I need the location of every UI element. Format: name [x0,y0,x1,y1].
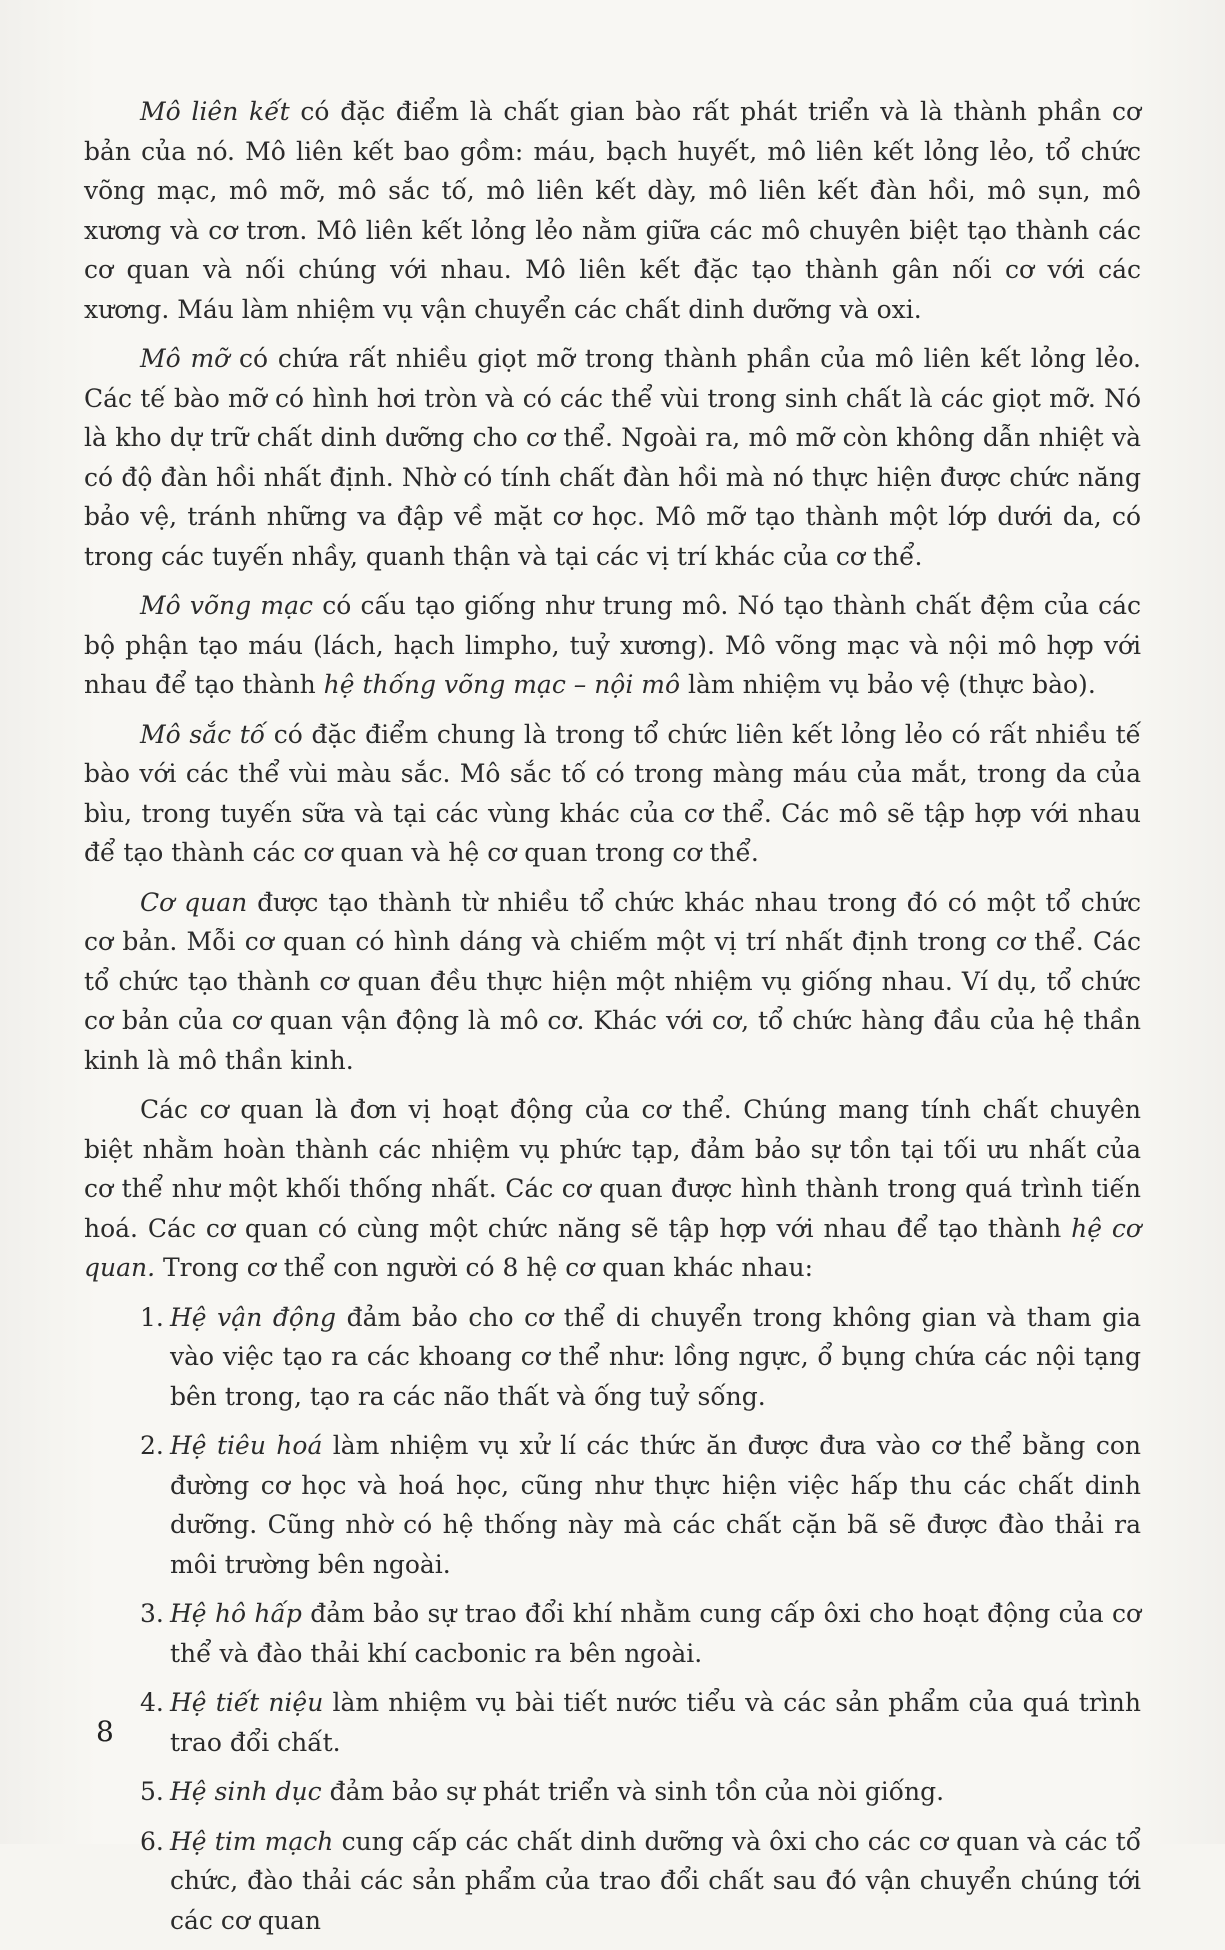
term-organ-system: hệ cơ quan. [84,1213,1141,1282]
paragraph-organ [84,883,1141,1081]
list-item-text: đảm bảo cho cơ thể di chuyển trong không gian và tham gia vào việc tạo ra các khoang cơ thể như: lồng ngực, ổ bụng chứa các nội tạng bên trong, tạo ra các não thất và ống tuỷ sống. [170,1302,1142,1411]
paragraph-text: Trong cơ thể con người có 8 hệ cơ quan khác nhau: [155,1253,813,1282]
paragraph-text: Các cơ quan là đơn vị hoạt động của cơ thể. Chúng mang tính chất chuyên biệt nhằm hoàn thành các nhiệm vụ phức tạp, đảm bảo sự tồn tại tối ưu nhất của cơ thể như một khối thống nhất. Các cơ quan được hình thành trong quá trình tiến hoá. Các cơ quan có cùng một chức năng sẽ tập hợp với nhau để tạo thành [84,1095,1141,1243]
paragraph-text: có cấu tạo giống như trung mô. Nó tạo thành chất đệm của các bộ phận tạo máu (lách, hạch limpho, tuỷ xương). Mô võng mạc và nội mô hợp với nhau để tạo thành [84,591,1141,699]
list-item-number: 4. [140,1688,164,1717]
paragraph-pigment-tissue [84,715,1141,873]
term-connective-tissue: Mô liên kết [140,97,290,126]
list-item-number: 3. [140,1599,164,1628]
list-item [84,1298,1141,1417]
list-item-term: Hệ vận động [170,1302,337,1332]
term-reticular-tissue: Mô võng mạc [140,591,314,620]
paragraph-text: làm nhiệm vụ bảo vệ (thực bào). [680,670,1096,699]
list-item [84,1822,1141,1941]
list-item-number: 2. [140,1431,164,1460]
list-item-number: 1. [140,1302,164,1332]
paragraph-organ-systems [84,1090,1141,1288]
term-pigment-tissue: Mô sắc tố [140,719,266,749]
page-body [84,92,1141,1950]
list-item-text: đảm bảo sự trao đổi khí nhằm cung cấp ôxi cho hoạt động của cơ thể và đào thải khí cacbonic ra bên ngoài. [170,1599,1141,1668]
paragraph-text: có đặc điểm là chất gian bào rất phát triển và là thành phần cơ bản của nó. Mô liên kết bao gồm: máu, bạch huyết, mô liên kết lỏng lẻo, tổ chức võng mạc, mô mỡ, mô sắc tố, mô liên kết dày, mô liên kết đàn hồi, mô sụn, mô xương và cơ trơn. Mô liên kết lỏng lẻo nằm giữa các mô chuyên biệt tạo thành các cơ quan và nối chúng với nhau. Mô liên kết đặc tạo thành gân nối cơ với các xương. Máu làm nhiệm vụ vận chuyển các chất dinh dưỡng và oxi. [84,97,1141,324]
page-number: 8 [96,1715,114,1748]
paragraph-connective-tissue [84,92,1141,329]
term-organ: Cơ quan [140,887,248,917]
paragraph-text: được tạo thành từ nhiều tổ chức khác nhau trong đó có một tổ chức cơ bản. Mỗi cơ quan có hình dáng và chiếm một vị trí nhất định trong cơ thể. Các tổ chức tạo thành cơ quan đều thực hiện một nhiệm vụ giống nhau. Ví dụ, tổ chức cơ bản của cơ quan vận động là mô cơ. Khác với cơ, tổ chức hàng đầu của hệ thần kinh là mô thần kinh. [84,887,1141,1075]
term-adipose-tissue: Mô mỡ [140,344,230,373]
paragraph-text: có chứa rất nhiều giọt mỡ trong thành phần của mô liên kết lỏng lẻo. Các tế bào mỡ có hình hơi tròn và có các thể vùi trong sinh chất là các giọt mỡ. Nó là kho dự trữ chất dinh dưỡng cho cơ thể. Ngoài ra, mô mỡ còn không dẫn nhiệt và có độ đàn hồi nhất định. Nhờ có tính chất đàn hồi mà nó thực hiện được chức năng bảo vệ, tránh những va đập về mặt cơ học. Mô mỡ tạo thành một lớp dưới da, có trong các tuyến nhầy, quanh thận và tại các vị trí khác của cơ thể. [84,344,1141,571]
term-reticuloendothelial-system: hệ thống võng mạc – nội mô [323,670,681,699]
list-item-text: làm nhiệm vụ bài tiết nước tiểu và các sản phẩm của quá trình trao đổi chất. [170,1688,1141,1757]
list-item-term: Hệ hô hấp [170,1599,302,1628]
list-item-number: 6. [140,1826,164,1856]
list-item-text: đảm bảo sự phát triển và sinh tồn của nòi giống. [321,1777,945,1806]
list-item [84,1683,1141,1762]
paragraph-adipose-tissue [84,339,1141,576]
list-item-text: làm nhiệm vụ xử lí các thức ăn được đưa vào cơ thể bằng con đường cơ học và hoá học, cũng như thực hiện việc hấp thu các chất dinh dưỡng. Cũng nhờ có hệ thống này mà các chất cặn bã sẽ được đào thải ra môi trường bên ngoài. [170,1431,1141,1579]
list-item [84,1594,1141,1673]
list-item-text: cung cấp các chất dinh dưỡng và ôxi cho các cơ quan và các tổ chức, đào thải các sản phẩm của trao đổi chất sau đó vận chuyển chúng tới các cơ quan [170,1826,1142,1935]
list-item [84,1426,1141,1584]
list-item-number: 5. [140,1777,164,1806]
paragraph-reticular-tissue [84,586,1141,705]
list-item-term: Hệ tiêu hoá [170,1431,323,1460]
list-item-term: Hệ sinh dục [170,1777,322,1806]
list-item-term: Hệ tiết niệu [170,1688,324,1717]
list-item [84,1772,1141,1812]
paragraph-text: có đặc điểm chung là trong tổ chức liên kết lỏng lẻo có rất nhiều tế bào với các thể vùi màu sắc. Mô sắc tố có trong màng máu của mắt, trong da của bìu, trong tuyến sữa và tại các vùng khác của cơ thể. Các mô sẽ tập hợp với nhau để tạo thành các cơ quan và hệ cơ quan trong cơ thể. [84,719,1141,867]
list-item-term: Hệ tim mạch [170,1826,334,1856]
